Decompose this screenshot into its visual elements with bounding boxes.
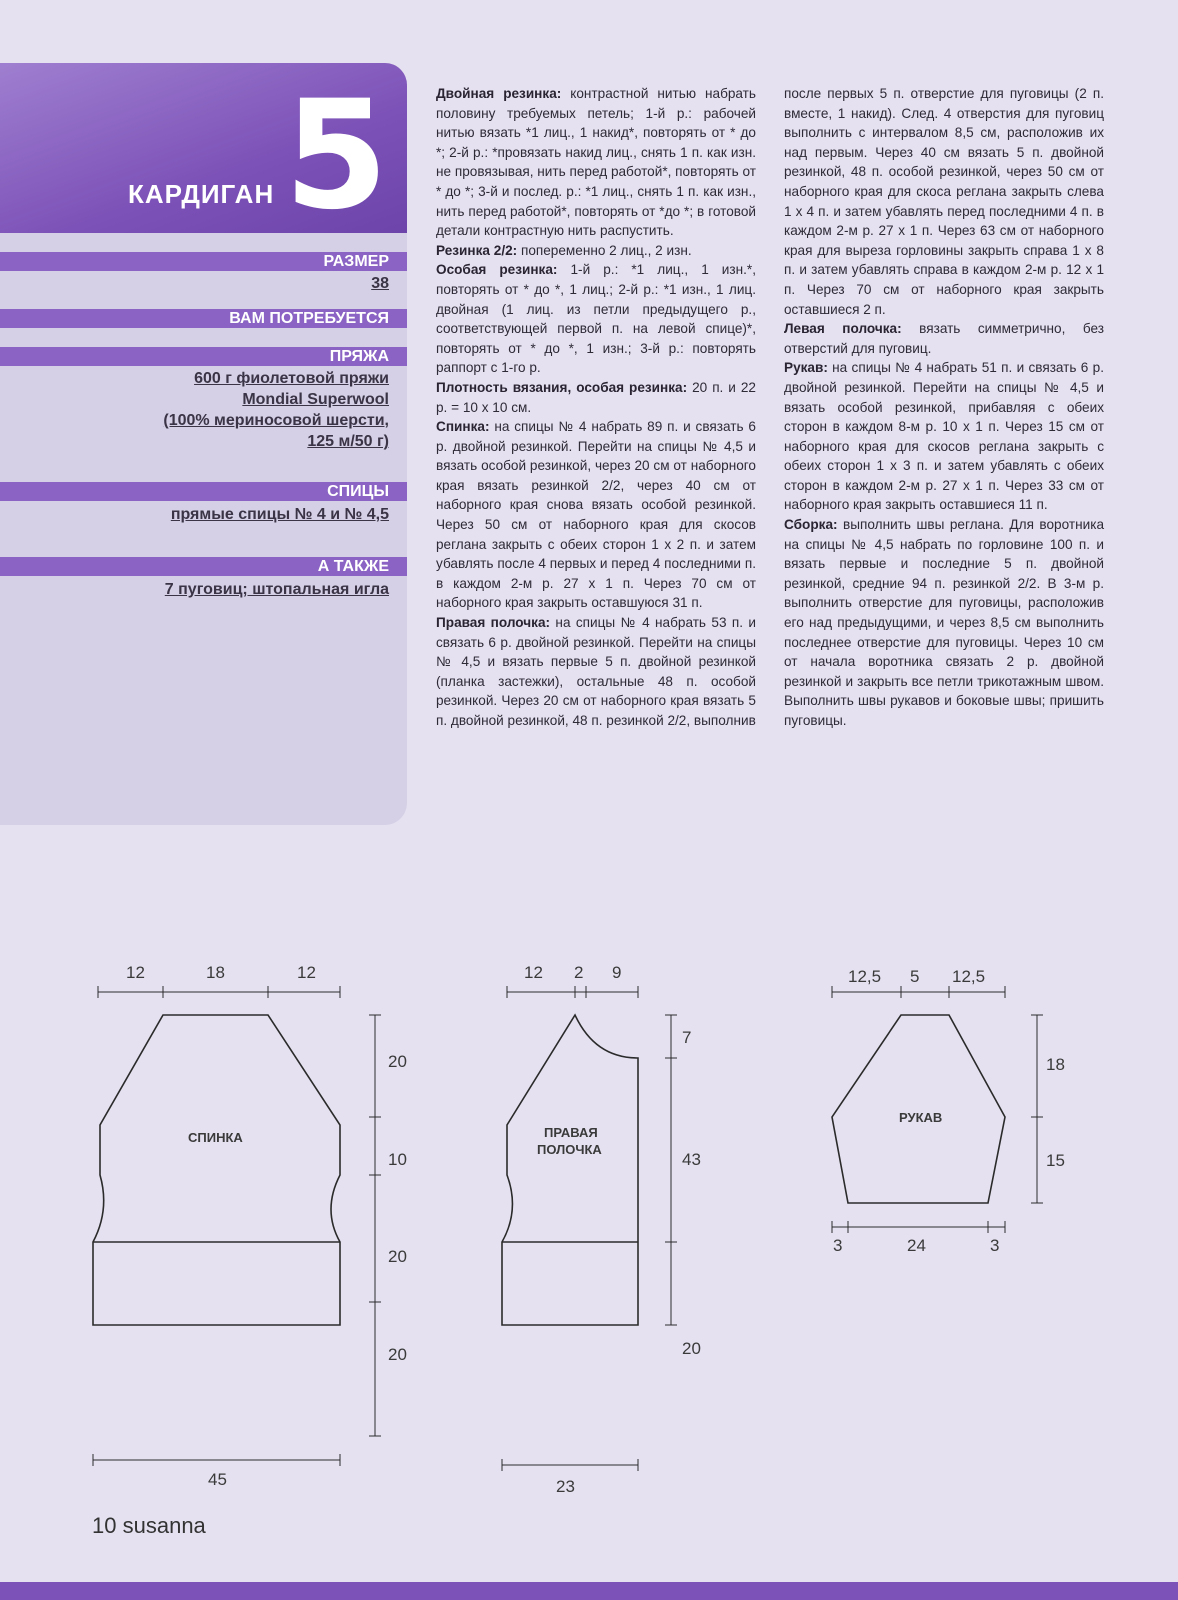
page-footer <box>92 1513 206 1539</box>
sleeve-schematic <box>832 967 1065 1255</box>
front-right-dim-1: 7 <box>682 1028 692 1047</box>
paragraph: Рукав: на спицы № 4 набрать 51 п. и связать 6 р. двойной резинкой. Перейти на спицы № 4,5 и вязать особой резинкой, прибавляя с обеих сторон в каждом 8-м р. 10 x 1 п. Через 15 см от наборного края для скосов реглана закрыть с обеих сторон 1 x 3 п. и затем убавлять с обеих сторон в каждом 2-м р. 27 x 1 п. Через 33 см от наборного края закрыть оставшиеся 11 п. <box>784 360 1104 513</box>
paragraph: Сборка: выполнить швы реглана. Для воротника на спицы № 4,5 набрать по горловине 100 п. и вязать первые и последние 5 п. двойной резинкой, средние 94 п. резинкой 2/2. В 3-м р. выполнить отверстие для пуговицы, расположив его над предыдущими, и через 8,5 см выполнить последнее отверстие для пуговицы. Через 10 см от начала воротника связать 2 р. двойной резинкой и закрыть все петли трикотажным швом. Выполнить швы рукавов и боковые швы; пришить пуговицы. <box>784 517 1104 728</box>
back-top-dim-3: 12 <box>297 963 316 982</box>
front-top-dim-2: 2 <box>574 963 584 982</box>
sleeve-bottom-dim-2: 24 <box>907 1236 926 1255</box>
title-block <box>0 63 407 243</box>
needles-label: СПИЦЫ <box>0 482 407 501</box>
text-column-1 <box>436 84 756 731</box>
sleeve-top-dim-2: 5 <box>910 967 920 986</box>
sleeve-label: РУКАВ <box>899 1110 943 1125</box>
size-value: 38 <box>371 275 389 292</box>
sleeve-top-dim-3: 12,5 <box>952 967 986 986</box>
page-title: КАРДИГАН <box>128 179 275 209</box>
sleeve-right-dim-2: 15 <box>1046 1151 1065 1170</box>
bottom-accent-bar <box>0 1582 1178 1600</box>
yarn-line-4: 125 м/50 г) <box>307 433 389 450</box>
front-top-dim-1: 12 <box>524 963 543 982</box>
front-bottom-dim: 23 <box>556 1477 575 1496</box>
needles-value: прямые спицы № 4 и № 4,5 <box>170 506 389 523</box>
brand-name: susanna <box>122 1513 206 1538</box>
front-schematic <box>502 963 701 1496</box>
back-right-dim-1: 20 <box>388 1052 407 1071</box>
paragraph: Плотность вязания, особая резинка: 20 п. и 22 р. = 10 x 10 см. <box>436 379 756 415</box>
sleeve-bottom-dim-3: 3 <box>990 1236 1000 1255</box>
back-bottom-dim: 45 <box>208 1470 227 1489</box>
sleeve-outline <box>832 1015 1005 1203</box>
info-panel <box>0 63 407 825</box>
paragraph: Особая резинка: 1-й р.: *1 лиц., 1 изн.*, повторять от * до *, 1 лиц.; 2-й р.: *1 изн., 1 лиц. двойная (1 лиц. из петли предыдущего р., соответствующей первой п. на левой спице)*, повторять от * до *, 1 изн.; 3-й р.: повторять раппорт с 1-го р. <box>436 262 756 376</box>
back-top-dim-1: 12 <box>126 963 145 982</box>
sleeve-right-dim-1: 18 <box>1046 1055 1065 1074</box>
front-label-1: ПРАВАЯ <box>544 1125 598 1140</box>
back-schematic <box>93 963 407 1489</box>
also-value: 7 пуговиц; штопальная игла <box>164 581 389 598</box>
yarn-line-1: 600 г фиолетовой пряжи <box>194 370 389 387</box>
paragraph: Двойная резинка: контрастной нитью набрать половину требуемых петель; 1-й р.: рабочей нитью вязать *1 лиц., 1 накид*, повторять от * до *; 2-й р.: *провязать накид лиц., снять 1 п. как изн. не провязывая, нить перед работой*, повторять от * до *; 3-й и послед. р.: *1 лиц., снять 1 п. как изн., нить перед работой*, повторять от *до *; в готовой детали контрастную нить распустить. <box>436 86 756 239</box>
text-column-2 <box>784 84 1104 731</box>
back-top-dim-2: 18 <box>206 963 225 982</box>
sleeve-top-dim-1: 12,5 <box>848 967 882 986</box>
paragraph: Спинка: на спицы № 4 набрать 89 п. и связать 6 р. двойной резинкой. Перейти на спицы № 4,5 и вязать особой резинкой, через 20 см от наборного края вязать резинкой 2/2, через 40 см от наборного края снова вязать особой резинкой. Через 50 см от наборного края для скосов реглана закрыть с обеих сторон 1 x 2 п. и затем убавлять после 4 первых и перед 4 последними п. в каждом 2-м р. 27 x 1 п. Через 70 см от наборного края закрыть оставшуюся 31 п. <box>436 419 756 611</box>
paragraph: после первых 5 п. отверстие для пуговицы (2 п. вместе, 1 накид). След. 4 отверстия для пуговиц выполнить с интервалом 8,5 см, расположив их над первым. Через 40 см вязать 5 п. двойной резинкой, 48 п. особой резинкой, через 50 см от наборного края для скоса реглана закрыть слева 1 x 4 п. и затем убавлять перед последними 4 п. в каждом 2-м р. 27 x 1 п. Через 63 см от наборного края для выреза горловины закрыть справа 1 x 8 п. и затем убавлять справа в каждом 2-м р. 12 x 1 п. Через 70 см от наборного края закрыть оставшиеся 2 п. <box>784 86 1104 317</box>
front-outline <box>502 1015 638 1325</box>
sleeve-bottom-dim-1: 3 <box>833 1236 843 1255</box>
paragraph: Правая полочка: на спицы № 4 набрать 53 п. и связать 6 р. двойной резинкой. Перейти на спицы № 4,5 и вязать первые 5 п. двойной резинкой (планка застежки), остальные 48 п. особой резинкой. Через 20 см от наборного края вязать 5 п. двойной резинкой, 48 п. резинкой 2/2, выполнив <box>436 615 756 728</box>
yarn-line-3: (100% мериносовой шерсти, <box>163 412 389 429</box>
schematic-diagrams <box>0 940 1178 1500</box>
front-right-dim-3: 20 <box>682 1339 701 1358</box>
front-label-2: ПОЛОЧКА <box>537 1142 602 1157</box>
back-right-dim-3: 20 <box>388 1247 407 1266</box>
back-right-dim-2: 10 <box>388 1150 407 1169</box>
front-right-dim-2: 43 <box>682 1150 701 1169</box>
back-outline <box>93 1015 340 1325</box>
paragraph: Левая полочка: вязать симметрично, без отверстий для пуговиц. <box>784 321 1104 356</box>
front-top-dim-3: 9 <box>612 963 622 982</box>
yarn-line-2: Mondial Superwool <box>242 391 389 408</box>
back-right-dim-4: 20 <box>388 1345 407 1364</box>
need-label: ВАМ ПОТРЕБУЕТСЯ <box>0 309 407 328</box>
also-label: А ТАКЖЕ <box>0 557 407 576</box>
size-label: РАЗМЕР <box>0 252 407 271</box>
yarn-label: ПРЯЖА <box>0 347 407 366</box>
back-label: СПИНКА <box>188 1130 243 1145</box>
page-number: 10 <box>92 1513 117 1538</box>
pattern-number: 5 <box>284 69 389 243</box>
paragraph: Резинка 2/2: попеременно 2 лиц., 2 изн. <box>436 242 692 258</box>
